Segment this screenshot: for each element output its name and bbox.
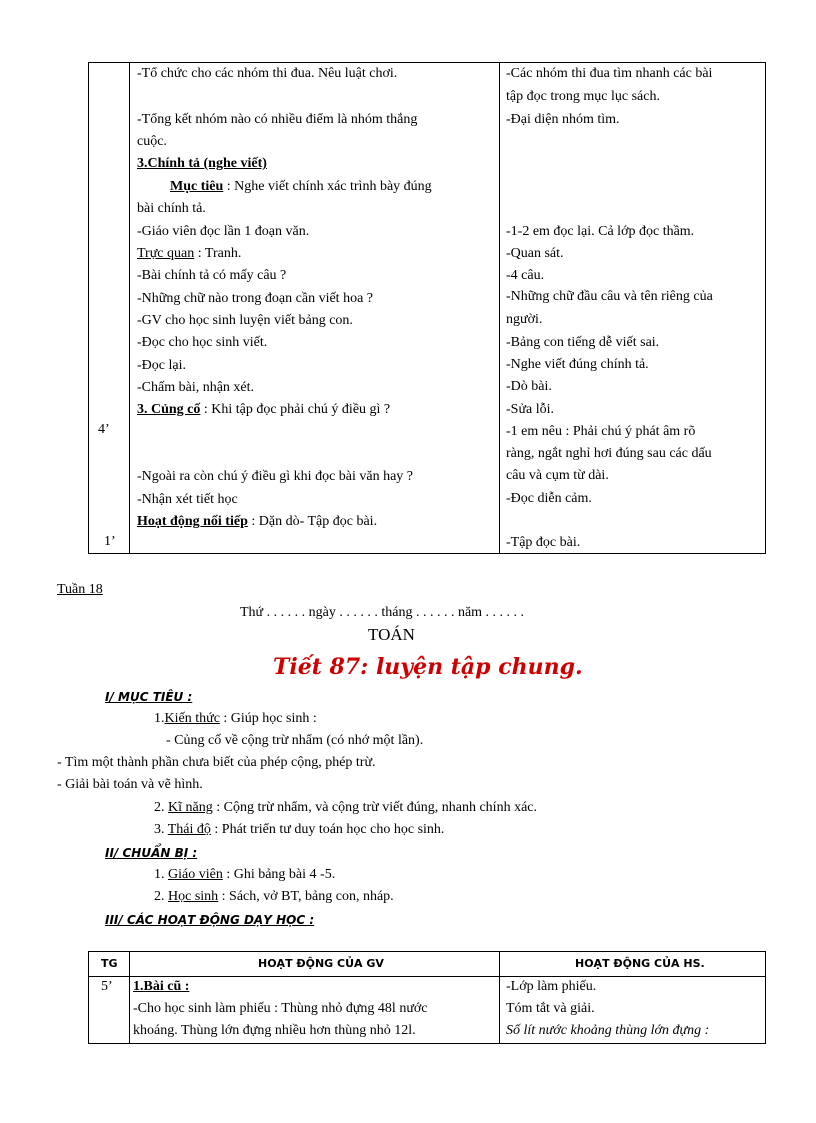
old-lesson-heading: 1.Bài cũ : [133,979,190,994]
teacher-activity: -Đọc cho học sinh viết. [137,335,268,350]
section-objectives: I/ MỤC TIÊU : [105,690,193,704]
student-activity: ràng, ngắt nghỉ hơi đúng sau các dấu [506,446,712,461]
student-activity: -Quan sát. [506,246,564,261]
student-activity: tập đọc trong mục lục sách. [506,89,660,104]
teacher-activity: -Cho học sinh làm phiếu : Thùng nhỏ đựng 48l nước [133,1001,428,1016]
time-cell: 4’ [98,422,110,437]
student-activity: -Tập đọc bài. [506,535,581,550]
student-activity: -Đọc diễn cảm. [506,491,592,506]
header-time: TG [101,957,118,970]
header-divider [89,976,765,977]
column-divider [499,63,500,553]
consolidation-line: 3. Củng cố : Khi tập đọc phải chú ý điều gì ? [137,402,391,417]
student-activity: Số lít nước khoảng thùng lớn đựng : [506,1023,710,1038]
student-activity: -1-2 em đọc lại. Cả lớp đọc thầm. [506,224,695,239]
skills-line: 2. Kĩ năng : Cộng trừ nhẩm, và cộng trừ viết đúng, nhanh chính xác. [154,800,537,815]
teacher-prep-line: 1. Giáo viên : Ghi bảng bài 4 -5. [154,867,336,882]
student-activity: -Lớp làm phiếu. [506,979,597,994]
teacher-activity: bài chính tả. [137,201,206,216]
column-divider [499,952,500,1043]
student-activity: -Các nhóm thi đua tìm nhanh các bài [506,66,713,81]
teacher-activity: -Tổng kết nhóm nào có nhiều điểm là nhóm thắng [137,112,418,127]
header-student: HOẠT ĐỘNG CỦA HS. [575,957,705,970]
teacher-activity: cuộc. [137,134,167,149]
lesson-title: Tiết 87: luyện tập chung. [273,654,583,680]
student-activity: -Bảng con tiếng dễ viết sai. [506,335,660,350]
objective-item: - Củng cố về cộng trừ nhẩm (có nhớ một lần). [166,733,424,748]
objective-line: Mục tiêu : Nghe viết chính xác trình bày đúng [170,179,432,194]
date-line: Thứ . . . . . . ngày . . . . . . tháng . . . . . . năm . . . . . . [240,605,525,620]
objective-item: - Tìm một thành phần chưa biết của phép cộng, phép trừ. [57,755,376,770]
week-label: Tuần 18 [57,582,103,597]
student-activity: người. [506,312,543,327]
student-activity: -Đại diện nhóm tìm. [506,112,620,127]
teacher-activity: -Bài chính tả có mấy câu ? [137,268,287,283]
section-activities: III/ CÁC HOẠT ĐỘNG DẠY HỌC : [105,913,315,927]
teacher-activity: -Giáo viên đọc lần 1 đoạn văn. [137,224,310,239]
student-activity: -Nghe viết đúng chính tả. [506,357,649,372]
teacher-activity: -Những chữ nào trong đoạn cần viết hoa ? [137,291,373,306]
section-heading: 3.Chính tả (nghe viết) [137,156,267,171]
student-activity: -Dò bài. [506,379,552,394]
teacher-activity: -Ngoài ra còn chú ý điều gì khi đọc bài văn hay ? [137,469,414,484]
column-divider [129,952,130,1043]
teacher-activity: -Chấm bài, nhận xét. [137,380,255,395]
student-activity: câu và cụm từ dài. [506,468,609,483]
time-cell: 1’ [104,534,116,549]
student-activity: Tóm tắt và giải. [506,1001,595,1016]
attitude-line: 3. Thái độ : Phát triển tư duy toán học cho học sinh. [154,822,445,837]
student-activity: -Sửa lỗi. [506,402,555,417]
time-cell: 5’ [101,979,113,994]
follow-up-line: Hoạt động nối tiếp : Dặn dò- Tập đọc bài. [137,514,378,529]
teacher-activity: -Nhận xét tiết học [137,492,238,507]
teacher-activity: -Tổ chức cho các nhóm thi đua. Nêu luật chơi. [137,66,398,81]
teacher-activity: khoáng. Thùng lớn đựng nhiều hơn thùng nhỏ 12l. [133,1023,416,1038]
knowledge-line: 1.Kiến thức : Giúp học sinh : [154,711,317,726]
teacher-activity: -GV cho học sinh luyện viết bảng con. [137,313,353,328]
subject-title: TOÁN [368,625,415,644]
student-activity: -4 câu. [506,268,545,283]
student-prep-line: 2. Học sinh : Sách, vở BT, bảng con, nháp. [154,889,394,904]
objective-item: - Giải bài toán và vẽ hình. [57,777,203,792]
section-preparation: II/ CHUẨN BỊ : [105,846,198,860]
visual-aid-line: Trực quan : Tranh. [137,246,242,261]
student-activity: -1 em nêu : Phải chú ý phát âm rõ [506,424,696,439]
column-divider [129,63,130,553]
header-teacher: HOẠT ĐỘNG CỦA GV [258,957,384,970]
teacher-activity: -Đọc lại. [137,358,186,373]
student-activity: -Những chữ đầu câu và tên riêng của [506,289,713,304]
